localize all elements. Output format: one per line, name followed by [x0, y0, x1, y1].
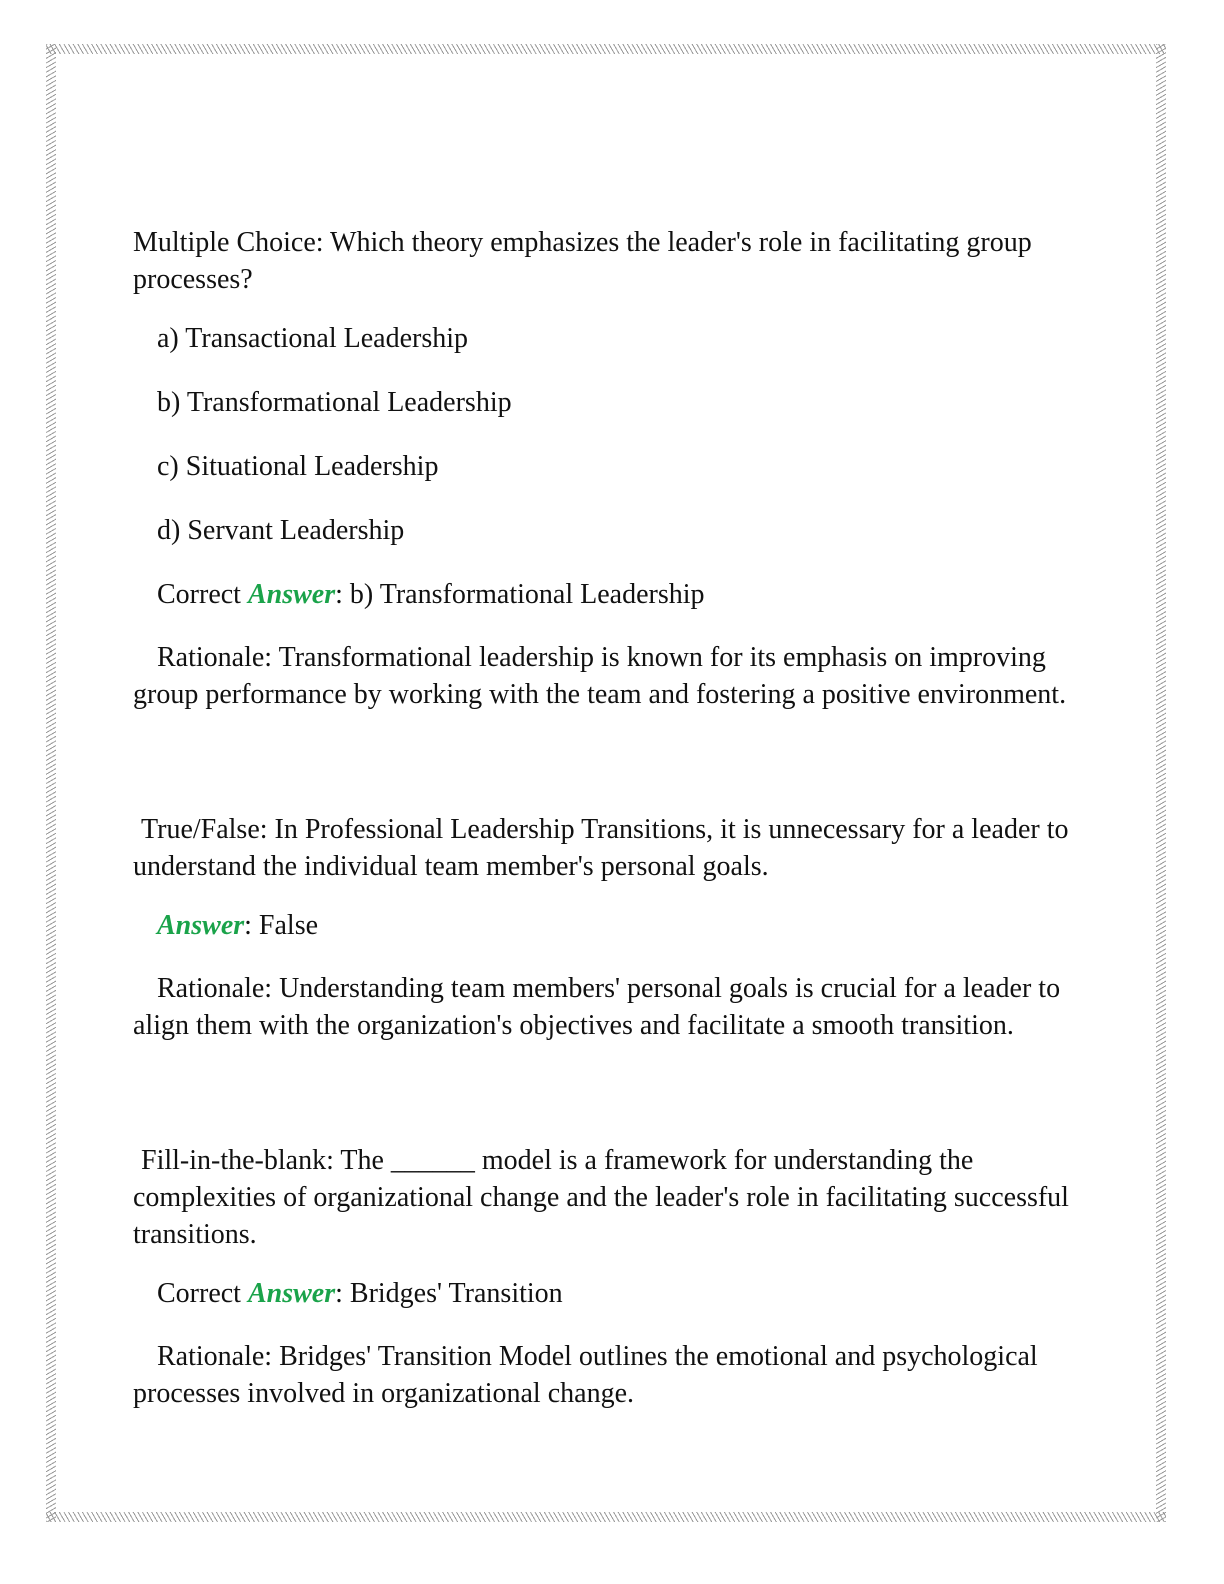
question-2: [133, 811, 1093, 1044]
question-2-text: True/False: In Professional Leadership Transitions, it is unnecessary for a leader to understand the individual team member's personal goals.: [133, 814, 1069, 882]
question-2-rationale: Rationale: Understanding team members' personal goals is crucial for a leader to align them with the organization's objectives and facilitate a smooth transition.: [133, 973, 1061, 1041]
page-border-right: [1156, 44, 1166, 1522]
answer-prefix: Correct: [157, 1278, 248, 1309]
answer-prefix: Correct: [157, 579, 248, 610]
document-body: [133, 224, 1093, 1412]
page-border-bottom: [46, 1512, 1166, 1522]
section-spacer: [133, 1044, 1093, 1142]
question-1: [133, 224, 1093, 713]
question-3-answer: [133, 1275, 1093, 1312]
section-spacer: [133, 713, 1093, 811]
answer-value: : b) Transformational Leadership: [335, 579, 705, 610]
page-border-top: [46, 44, 1166, 54]
question-1-answer: [133, 576, 1093, 613]
question-3: [133, 1142, 1093, 1412]
question-2-answer: [133, 907, 1093, 944]
question-1-option-b: b) Transformational Leadership: [157, 387, 512, 418]
answer-value: : False: [244, 910, 319, 941]
answer-value: : Bridges' Transition: [335, 1278, 563, 1309]
question-3-rationale: Rationale: Bridges' Transition Model outlines the emotional and psychological processes involved in organizational change.: [133, 1341, 1038, 1409]
question-1-option-d: d) Servant Leadership: [157, 515, 405, 546]
question-1-text: Multiple Choice: Which theory emphasizes the leader's role in facilitating group processes?: [133, 227, 1032, 295]
answer-highlight: Answer: [247, 579, 336, 610]
question-1-rationale: Rationale: Transformational leadership is known for its emphasis on improving group performance by working with the team and fostering a positive environment.: [133, 642, 1067, 710]
answer-highlight: Answer: [157, 910, 245, 941]
answer-highlight: Answer: [247, 1278, 336, 1309]
question-1-option-c: c) Situational Leadership: [157, 451, 439, 482]
page-border-left: [46, 44, 56, 1522]
question-3-text: Fill-in-the-blank: The ______ model is a framework for understanding the complexities of organizational change and the leader's role in facilitating successful transitions.: [133, 1145, 1069, 1250]
question-1-option-a: a) Transactional Leadership: [157, 323, 469, 354]
